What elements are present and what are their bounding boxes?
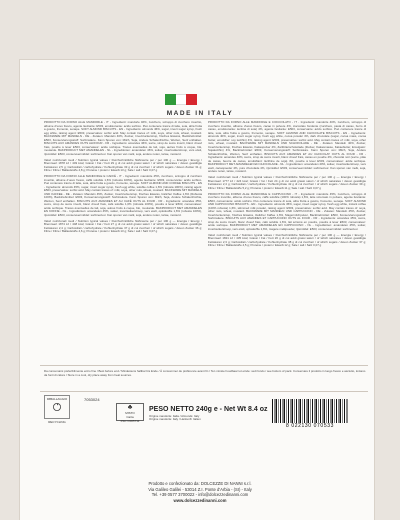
middle-divider xyxy=(40,365,368,366)
fsc-logo xyxy=(116,403,144,421)
ingredients-almond: PRODOTTO DA FORNO ALLE MANDORLE - IT - Ingredienti: mandorle 46%, zucchero, sciroppo di zucchero invertito, albume d'uovo fresco, agente lievitante: E503, emulsionante: acido sorbico. Può contenere tracce di latte, soia, altra frutta a guscio, frumento, senape. SOFT ALMOND BISCUITS - EN - Ingredients: almonds 46%, sugar, invert sugar syrup, fresh egg white, raising agent: E503, preservative: sorbic acid. May contain traces of: milk, soya, other nuts, wheat, mustard. BACKWARE MIT MANDELN - DE - Zutaten: Mandeln 46%, Zucker, Invertzuckersirup, frisches Eiweiss, Backtriebmittel: E503, Konservierungsstoff: Sorbinsäure. Kann Spuren von: Milch, Soja, Andere Schalenfrüchte, Weizen, Senf enthalten. BISCUITS AUX AMANDES OUTS ALFFOUR - FR - Ingrédients: amandes 46%, sucre, sirop de sucre inverti, blanc d'oeuf frais, poudre à lever E503, conservateur: acide sorbique. Traces éventuelles de lait, soja, autres fruits à coque, blé, moutarde. BAKPRODUCT MET AMANDELEN - NL - Ingrediënten: amandelen 46%, suiker, invertsuikerstroop, vers eiwit, rijsmiddel: E503, conserveermiddel: sorbinezuur. Kan sporen van melk, soja, andere noten, tarwe, mosterd. xyxy=(44,121,202,156)
ingredients-cappuccino: PRODOTTO DA FORNO ALLE MANDORLE E CAPPUCCINO - IT - Ingredienti: mandorle 45%, zucchero, sciroppo di zucchero invertito, albume d'uovo fresco, caffè solubile (100% robusta) 1,6%, latte scremato in polvere, agente lievitante: E503, conservante: acido sorbico. Può contenere tracce di soia, altra frutta a guscio, frumento, senape. SOFT ALMOND AND CAPPUCCINO BISCUITS - EN - Ingredients: almonds 45%, sugar, invert sugar syrup, fresh egg white, instant coffee (100% robusta) 1,6%, skimmed milk powder, raising agent: E503, preservative: sorbic acid. May contain traces of: soya, other nuts, wheat, mustard. BACKWARE MIT MANDELN UND CAPPUCCINO - DE - Zutaten: Mandeln 45%, Zucker, Invertzuckersirup, frisches Eiweiss, löslicher Kaffee 1,6%, Magermilchpulver, Backtriebmittel: E503, Konservierungsstoff: Sorbinsäure. BISCUITS AUX AMANDES ET CAPPUCCINO OUTS AL FOUR - FR - Ingrédients: amandes 45%, sucre, sirop de sucre inverti, blanc d'oeuf frais, café soluble 1,6%, lait écrémé en poudre, poudre à lever E503, conservateur: acide sorbique. BAKPRODUCT MET AMANDELEN EN CAPPUCCINO - NL - Ingrediënten: amandelen 45%, suiker, invertsuikerstroop, vers eiwit, oploskoffie 1,6%, magere melkpoeder, rijsmiddel: E503, conserveermiddel: sorbinezuur. xyxy=(208,191,366,231)
lot-number: 7053024 xyxy=(84,397,100,402)
nutrition-chocolate: Valori nutrizionali medi / Nutrition typical values / Durchschnittliche Nährwerte per / per 100 g — Energia / Energy / Brennwert 1777 kJ / 424 kcal; Grassi / fat / Fett 24 g di cui acidi grassi saturi / of which saturates / davon gesättigte Fettsäuren 2,4 g; Carboidrati / carbohydrate / Kohlenhydrate 42 g di cui zuccheri / of which sugars / davon Zucker 39 g; Fibre / Fibre / Ballaststoffe 5,2 g; Proteine / protein / Eiweiß 11 g; Sale / salt / Salz 0,07 g xyxy=(208,175,366,190)
top-divider xyxy=(40,118,368,119)
barcode-number: 8 022130 070533 xyxy=(286,423,334,429)
manufacturer-info xyxy=(0,481,400,503)
flag-green-stripe xyxy=(165,94,176,105)
net-weight: PESO NETTO 240g e - Net Wt 8.4 oz xyxy=(149,406,268,413)
origin-info xyxy=(149,415,201,422)
fsc-line-3: FSC C005711 xyxy=(120,419,140,423)
flag-white-stripe xyxy=(176,94,187,105)
fsc-line-2: Carta xyxy=(126,415,134,419)
recycling-box xyxy=(44,395,70,419)
origin-line: Origine mandorle: Italy / Herkunft: Italien xyxy=(149,417,201,422)
nutrition-almond: Valori nutrizionali medi / Nutrition typical values / Durchschnittliche Nährwerte per / per 100 g — Energia / Energy / Brennwert 1878 kJ / 449 kcal; Grassi / Fat / Fett 29 g di cui acidi grassi saturi / of which saturates / davon gesättigte Fettsäuren 2,5 g; Carboidrati / carbohydrate / Kohlenhydrate 33 g di cui zuccheri / of which sugars / davon Zucker 31 g; Fibre / Fibre / Ballaststoffe 4,8 g; Proteine / protein / Eiweiß 13 g; Sale / salt / Salz 0,07 g xyxy=(44,157,202,173)
manufacturer-name: Prodotto e confezionato da: DOLCEZZE DI NANNI s.r.l. xyxy=(148,481,252,486)
recycling-box-title: IMBALLAGGIO xyxy=(46,397,68,401)
flag-red-stripe xyxy=(186,94,197,105)
packaging-info xyxy=(44,395,366,443)
made-in-italy-text: MADE IN ITALY xyxy=(166,110,234,117)
bottom-divider xyxy=(40,391,368,392)
ingredients-column-right xyxy=(208,121,366,361)
manufacturer-contact: Tel. +39 0577 3700022 - info@dolcezzedinanni.com xyxy=(151,492,249,498)
tree-icon: ♣ xyxy=(127,404,133,411)
recycling-label: RECYCLING xyxy=(48,420,66,424)
ingredients-coffee: PRODOTTO DA FORNO ALLE MANDORLE E CAFFÈ - IT - Ingredienti: mandorle 45%, zucchero, sciroppo di zucchero invertito, albume d'uovo fresco, caffè solubile 1,6% (robusta 100%), agente lievitante: E503, conservante: acido sorbico. Può contenere tracce di latte, soia, altra frutta a guscio, frumento, senape. SOFT ALMOND AND COFFEE BISCUITS - EN - Ingredients: almonds 45%, sugar, invert sugar syrup, fresh egg white, soluble coffee 1,6% (robusta 100%), raising agent: E503, preservative: sorbic acid. May contain traces of: milk, soya, other nuts, wheat, mustard. BACKWARE MIT MANDELN UND KAFFEE - DE - Zutaten: Mandeln 45%, Zucker, Invertzuckersirup, frisches Eiweiss, löslicher Kaffee 1,6% (Robusta 100%), Backtriebmittel: E503, Konservierungsstoff: Sorbinsäure. Kann Spuren von: Milch, Soja, Andere Schalenfrüchte, Weizen, Senf enthalten. BISCUITS AUX AMANDES ET AU CAFÉ OUTS AL FOUR - FR - Ingrédients: amandes 45%, sucre, sirop de sucre inverti, blanc d'oeuf frais, café soluble 1,6% (robusta 100%), poudre à lever E503, conservateur: acide sorbique. Traces éventuelles de lait, soja, autres fruits à coque, blé, moutarde. BAKPRODUCT MET AMANDELEN EN KOFFIE - NL - Ingrediënten: amandelen 45%, suiker, invertsuikerstroop, vers eiwit, oploskoffie 1,6% (robusta 100%), rijsmiddel: E503, conserveermiddel: sorbinezuur. Kan sporen van melk, soja, andere noten, tarwe, mosterd. xyxy=(44,174,202,217)
nutrition-coffee: Valori nutrizionali medi / Nutrition typical values / Durchschnittliche Nährwerte per / per 100 g — Energia / Energy / Brennwert 1874 kJ / 448 kcal; Grassi / Fat / Fett 27 g di cui acidi grassi saturi / of which saturates / davon gesättigte Fettsäuren 2,4 g; Carboidrati / carbohydrate / Kohlenhydrate 37 g di cui zuccheri / of which sugars / davon Zucker 36 g; Fibre / Fibre / Ballaststoffe 4,6 g; Proteine / protein / Eiweiß 13 g; Sale / salt / Salz 0,07 g xyxy=(44,218,202,234)
manufacturer-address: Via Galileo Galilei - 53014 Z.I. Ponte d'Arbia - (SI) - Italy xyxy=(148,486,252,492)
recycle-icon xyxy=(52,402,62,412)
ingredients-columns xyxy=(44,121,366,361)
ingredients-column-left xyxy=(44,121,202,361)
nutrition-cappuccino: Valori nutrizionali medi / Nutrition typical values / Durchschnittliche Nährwerte per / per 100 g — Energia / Energy / Brennwert 1821 kJ / 435 kcal; Grassi / Fat / Fett 26 g di cui acidi grassi saturi / of which saturates / davon gesättigte Fettsäuren 2,3 g; Carboidrati / carbohydrate / Kohlenhydrate 38 g di cui zuccheri / of which sugars / davon Zucker 37 g; Fibre / Fibre / Ballaststoffe 4,5 g; Proteine / protein / Eiweiß 12 g; Sale / salt / Salz 0,07 g xyxy=(208,232,366,248)
barcode-bars xyxy=(272,399,348,423)
origin-line: Origine mandorle: Italia / Almonds: Italy xyxy=(149,414,200,418)
manufacturer-website: www.dolcezzedinanni.com xyxy=(173,497,227,503)
fsc-line-1: MISTO xyxy=(125,411,135,415)
barcode xyxy=(272,399,348,429)
ingredients-chocolate: PRODOTTO DA FORNO ALLE MANDORLE E CIOCCOLATO - IT - Ingredienti: mandorle 40%, zucchero, sciroppo di zucchero invertito, albume d'uovo fresco, cacao in polvere 4%, cioccolato fondente (zucchero, pasta di cacao, burro di cacao, emulsionante: lecitina di soia) 4%, agente lievitante: E503, conservante: acido sorbico. Può contenere tracce di latte, soia, altra frutta a guscio, frumento, senape. SOFT ALMOND AND CHOCOLATE BISCUITS - EN - Ingredients: almonds 40%, sugar, invert sugar syrup, fresh egg white, cocoa powder 4%, dark chocolate (sugar, cocoa mass, cocoa butter, emulsifier: soy lecithin) 4%, raising agent: E503, preservative: sorbic acid. May contain traces of: milk, soya, other nuts, wheat, mustard. BACKWARE MIT MANDELN UND SCHOKOLADE - DE - Zutaten: Mandeln 40%, Zucker, Invertzuckersirup, frisches Eiweiss, Kakaopulver 4%, Zartbitterschokolade (Zucker, Kakaomasse, Kakaobutter, Emulgator: Sojalecithin) 4%, Backtriebmittel: E503, Konservierungsstoff: Sorbinsäure. Kann Spuren von: Milch, Soja, Andere Schalenfrüchte, Weizen, Senf enthalten. BISCUITS AUX AMANDES ET AU CHOCOLAT OUTS AL FOUR - FR - Ingrédients: amandes 40%, sucre, sirop de sucre inverti, blanc d'oeuf frais, cacao en poudre 4%, chocolat noir (sucre, pâte de cacao, beurre de cacao, émulsifiant: lécithine de soja) 4%, poudre à lever E503, conservateur: acide sorbique. BAKPRODUCT MET AMANDELEN EN CHOCOLADE - NL - Ingrediënten: amandelen 40%, suiker, invertsuikerstroop, vers eiwit, cacaopoeder 4%, pure chocolade 4%, rijsmiddel: E503, conserveermiddel: sorbinezuur. Kan sporen van melk, soja, andere noten, tarwe, mosterd. xyxy=(208,121,366,173)
storage-note: Da consumarsi preferibilmente entro fine / Best before end / Mindestens haltbar bis Ende / À consommer de préférence avant fin / Ten minste houdbaar tot einde: vedi fondo / see bottom of pack. Conservare il prodotto in luogo fresco e asciutto, lontano da fonti di calore / Store in a cool, dry place away from heat sources. xyxy=(44,369,366,377)
italian-flag-icon xyxy=(165,94,197,105)
